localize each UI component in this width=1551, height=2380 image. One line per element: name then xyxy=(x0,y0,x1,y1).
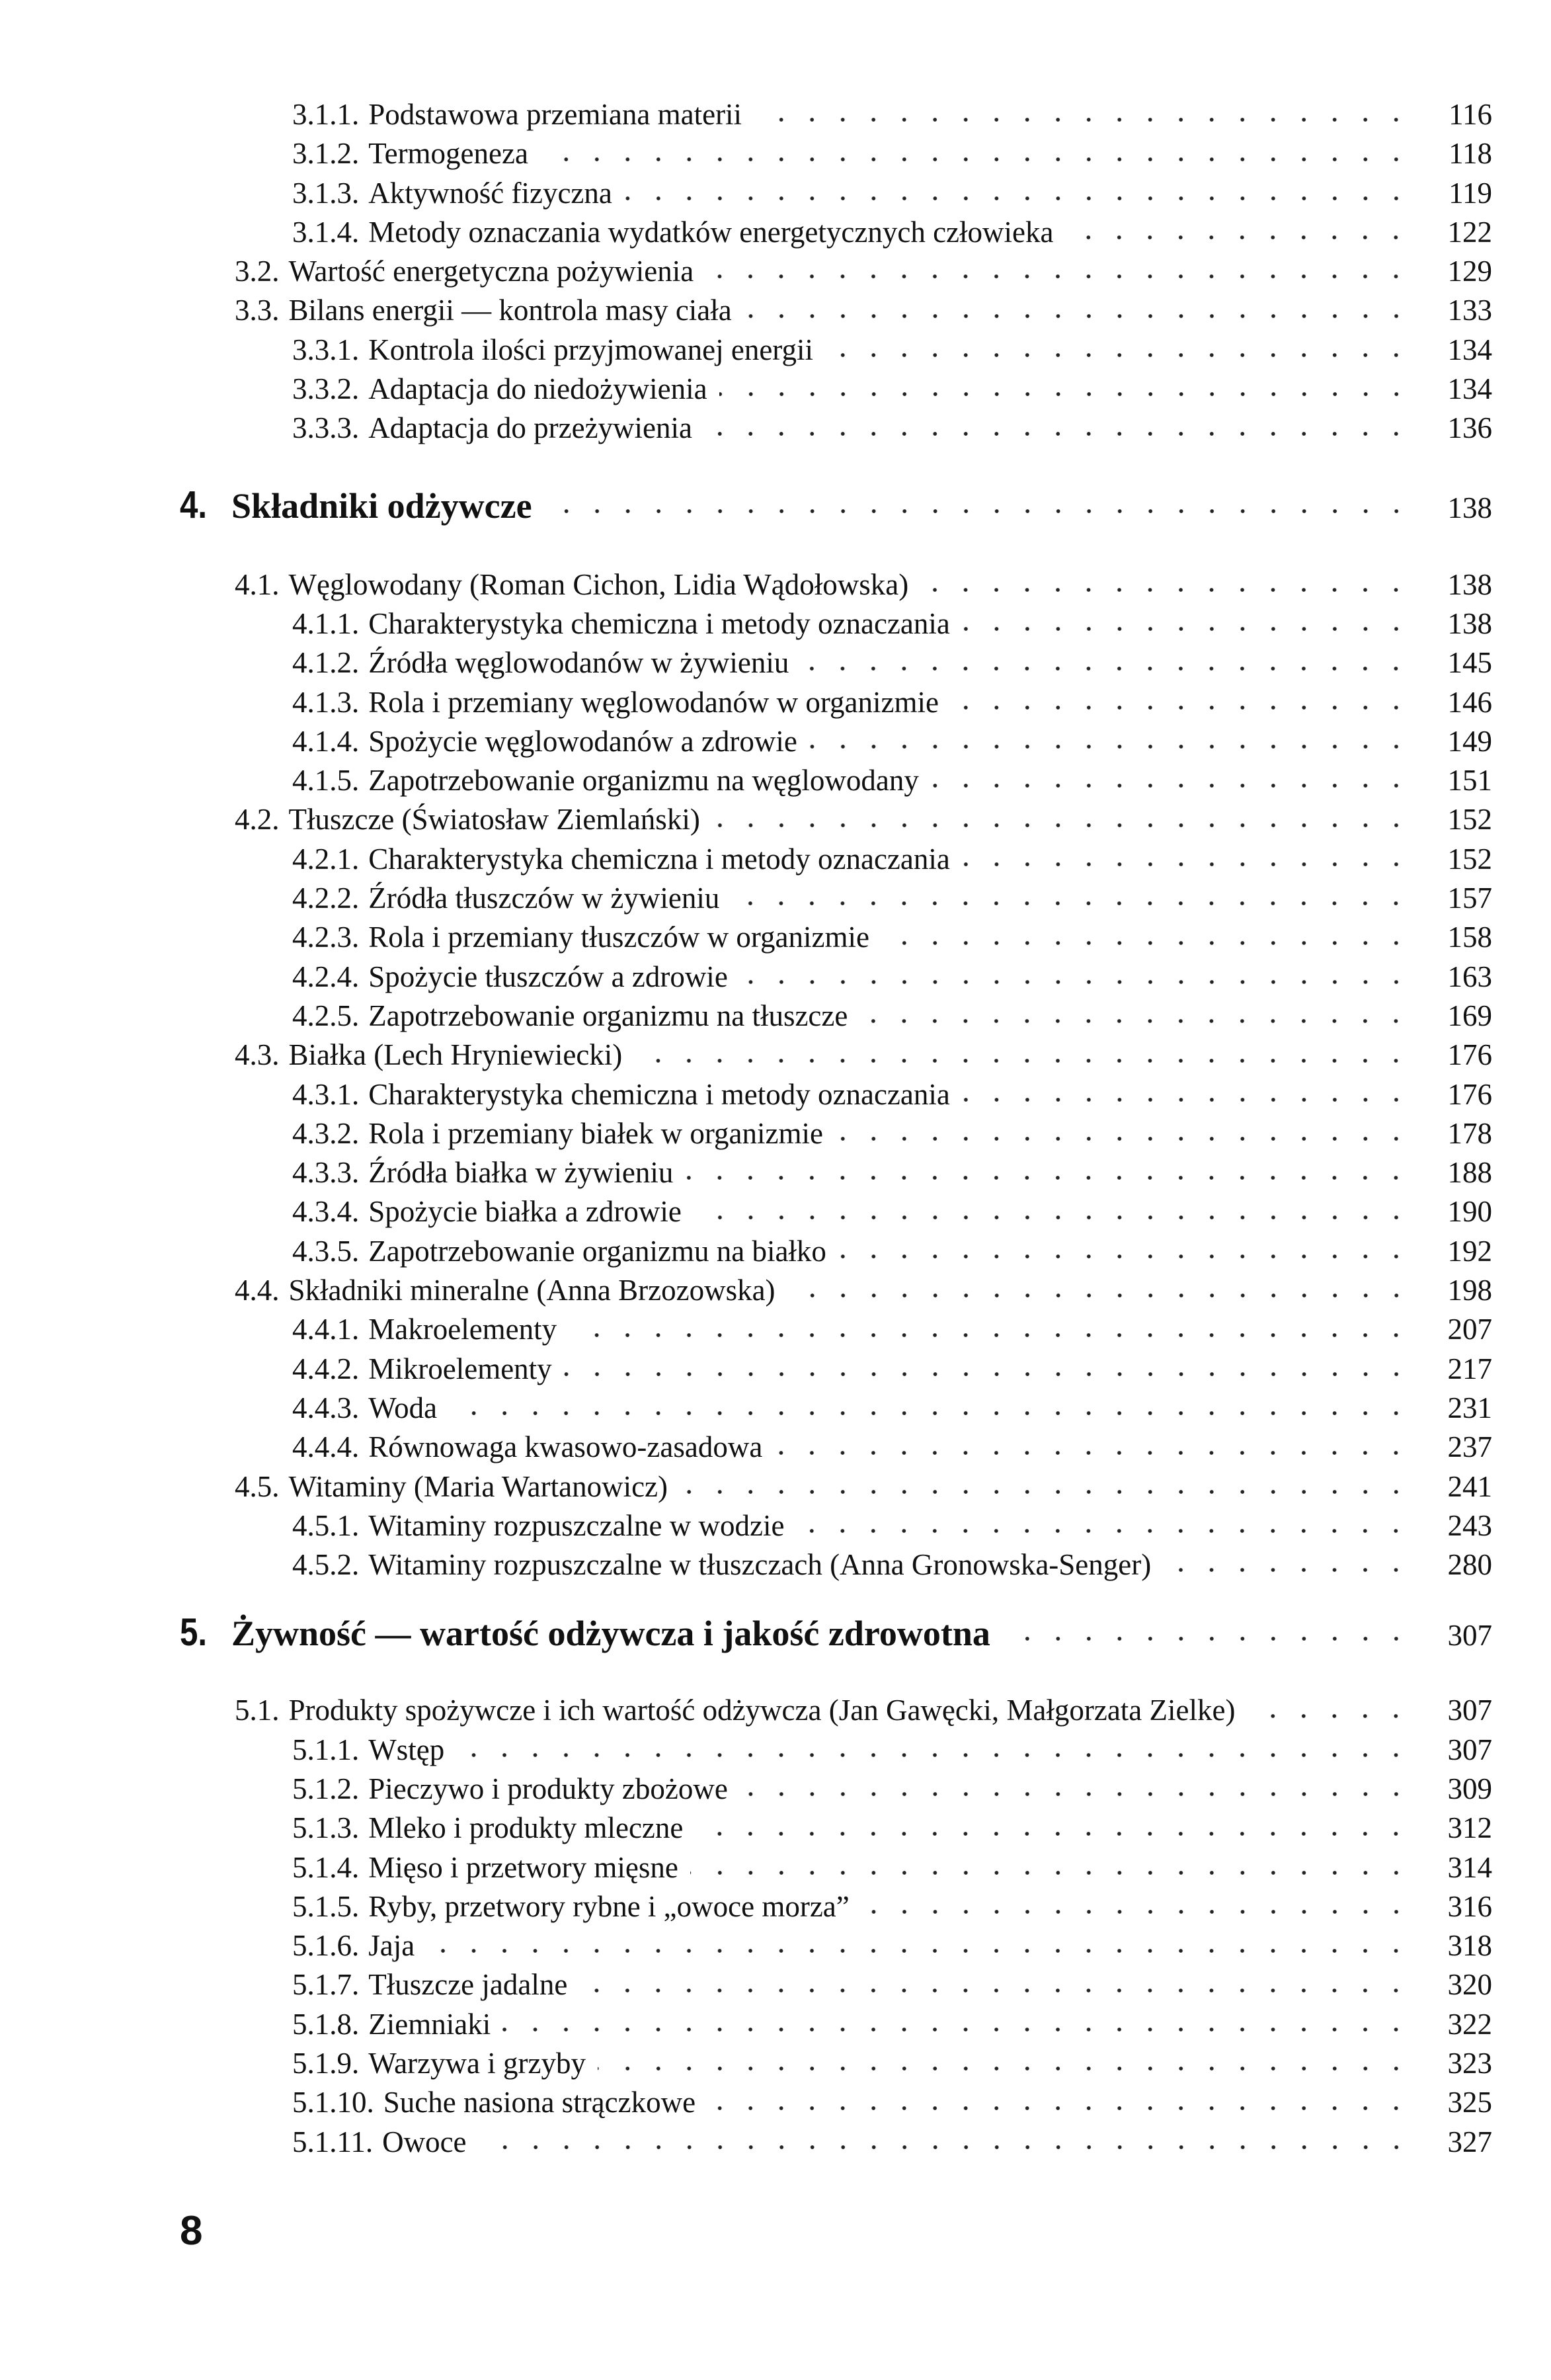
entry-number: 5.1.9. xyxy=(292,2047,360,2080)
entry-title: Wartość energetyczna pożywienia xyxy=(288,255,694,288)
toc-chapter-entry xyxy=(0,485,1551,526)
entry-page: 138 xyxy=(1447,491,1492,524)
toc-subsection-entry xyxy=(0,879,1551,918)
dot-leader xyxy=(598,2065,1412,2072)
entry-number: 4.2.1. xyxy=(292,842,360,876)
dot-leader xyxy=(690,1869,1412,1877)
entry-page: 178 xyxy=(1447,1116,1492,1150)
toc-subsection-entry xyxy=(0,1770,1551,1809)
entry-number: 5.1.6. xyxy=(292,1929,360,1963)
dot-leader xyxy=(1002,1635,1412,1643)
entry-page: 136 xyxy=(1447,411,1492,445)
entry-title: Makroelementy xyxy=(368,1313,557,1346)
entry-number: 4.3. xyxy=(235,1038,280,1072)
entry-number: 4.4.1. xyxy=(292,1313,360,1346)
entry-page: 190 xyxy=(1447,1195,1492,1229)
toc-section-entry xyxy=(0,565,1551,604)
entry-page: 318 xyxy=(1447,1929,1492,1963)
entry-number: 5.1.4. xyxy=(292,1850,360,1884)
entry-number: 3.3.1. xyxy=(292,333,360,366)
entry-page: 192 xyxy=(1447,1234,1492,1268)
dot-leader xyxy=(740,1790,1412,1798)
toc-subsection-entry xyxy=(0,174,1551,213)
entry-title: Mleko i produkty mleczne xyxy=(368,1811,684,1845)
entry-title: Termogeneza xyxy=(368,137,528,171)
entry-title: Witaminy rozpuszczalne w wodzie xyxy=(368,1508,785,1542)
toc-chapter-entry xyxy=(0,1612,1551,1653)
entry-title: Składniki mineralne (Anna Brzozowska) xyxy=(288,1274,776,1307)
entry-number: 4.2.2. xyxy=(292,882,360,915)
toc-subsection-entry xyxy=(0,918,1551,957)
toc-subsection-entry xyxy=(0,95,1551,134)
entry-title: Podstawowa przemiana materii xyxy=(368,98,742,131)
entry-page: 122 xyxy=(1447,215,1492,249)
dot-leader xyxy=(861,1908,1412,1916)
dot-leader xyxy=(479,2143,1412,2151)
entry-number: 4.3.1. xyxy=(292,1077,360,1111)
entry-page: 138 xyxy=(1447,606,1492,640)
entry-title: Adaptacja do niedożywienia xyxy=(368,372,707,406)
entry-number: 3.1.3. xyxy=(292,176,360,210)
entry-title: Owoce xyxy=(382,2125,467,2158)
entry-page: 116 xyxy=(1449,98,1492,131)
dot-leader xyxy=(502,2026,1412,2033)
entry-page: 307 xyxy=(1447,1619,1492,1653)
toc-subsection-entry xyxy=(0,643,1551,682)
entry-number: 5.1. xyxy=(235,1694,280,1727)
entry-title: Zapotrzebowanie organizmu na tłuszcze xyxy=(368,999,848,1032)
entry-page: 151 xyxy=(1447,764,1492,798)
entry-number: 5.1.1. xyxy=(292,1733,360,1766)
entry-number: 3.3.2. xyxy=(292,372,360,406)
entry-page: 134 xyxy=(1447,333,1492,366)
dot-leader xyxy=(694,1213,1412,1221)
entry-page: 231 xyxy=(1447,1391,1492,1424)
toc-subsection-entry xyxy=(0,1114,1551,1153)
entry-title: Rola i przemiany tłuszczów w organizmie xyxy=(368,921,869,954)
entry-title: Woda xyxy=(368,1391,438,1424)
toc-subsection-entry xyxy=(0,1153,1551,1192)
toc-subsection-entry xyxy=(0,134,1551,173)
entry-number: 4.2.5. xyxy=(292,999,360,1032)
dot-leader xyxy=(787,1292,1412,1299)
entry-page: 243 xyxy=(1447,1508,1492,1542)
dot-leader xyxy=(712,821,1412,829)
dot-leader xyxy=(426,1947,1412,1955)
entry-title: Charakterystyka chemiczna i metody oznaczania xyxy=(368,606,950,640)
entry-number: 5. xyxy=(180,1611,208,1655)
entry-page: 322 xyxy=(1447,2007,1492,2041)
entry-number: 3.1.2. xyxy=(292,137,360,171)
toc-subsection-entry xyxy=(0,1232,1551,1271)
dot-leader xyxy=(744,312,1412,320)
dot-leader xyxy=(809,743,1412,751)
entry-page: 323 xyxy=(1447,2047,1492,2080)
entry-page: 152 xyxy=(1447,842,1492,876)
toc-section-entry xyxy=(0,1036,1551,1075)
dot-leader xyxy=(579,1987,1412,1994)
entry-number: 4.2. xyxy=(235,803,280,837)
dot-leader xyxy=(962,1096,1412,1104)
toc-subsection-entry xyxy=(0,840,1551,879)
toc-section-entry xyxy=(0,291,1551,330)
entry-number: 3.1.4. xyxy=(292,215,360,249)
dot-leader xyxy=(838,1252,1412,1260)
entry-number: 4.1.5. xyxy=(292,764,360,798)
entry-page: 207 xyxy=(1447,1313,1492,1346)
entry-number: 4.5.2. xyxy=(292,1548,360,1582)
toc-subsection-entry xyxy=(0,1965,1551,2004)
toc-section-entry xyxy=(0,1271,1551,1310)
entry-page: 176 xyxy=(1447,1077,1492,1111)
toc-subsection-entry xyxy=(0,1428,1551,1467)
entry-title: Żywność — wartość odżywcza i jakość zdrowotna xyxy=(231,1614,990,1654)
entry-title: Mikroelementy xyxy=(368,1352,552,1385)
toc-subsection-entry xyxy=(0,409,1551,448)
entry-title: Rola i przemiany białek w organizmie xyxy=(368,1116,823,1150)
dot-leader xyxy=(705,272,1412,280)
dot-leader xyxy=(774,1449,1412,1457)
entry-number: 4.1.3. xyxy=(292,685,360,719)
toc-subsection-entry xyxy=(0,2005,1551,2044)
dot-leader xyxy=(951,704,1412,712)
dot-leader xyxy=(835,1135,1412,1143)
entry-page: 129 xyxy=(1447,255,1492,288)
entry-title: Mięso i przetwory mięsne xyxy=(368,1850,678,1884)
toc-subsection-entry xyxy=(0,1350,1551,1389)
entry-page: 133 xyxy=(1447,294,1492,327)
entry-page: 325 xyxy=(1447,2086,1492,2119)
toc-subsection-entry xyxy=(0,2083,1551,2122)
toc-section-entry xyxy=(0,1691,1551,1730)
entry-title: Pieczywo i produkty zbożowe xyxy=(368,1772,728,1805)
table-of-contents xyxy=(0,95,1551,2162)
entry-page: 237 xyxy=(1447,1430,1492,1464)
entry-number: 4.3.5. xyxy=(292,1234,360,1268)
entry-page: 188 xyxy=(1447,1156,1492,1190)
entry-title: Zapotrzebowanie organizmu na węglowodany xyxy=(368,764,919,798)
entry-number: 4.2.4. xyxy=(292,960,360,993)
entry-page: 309 xyxy=(1447,1772,1492,1805)
entry-number: 4.5. xyxy=(235,1469,280,1503)
entry-number: 4.3.3. xyxy=(292,1156,360,1190)
dot-leader xyxy=(544,507,1412,515)
entry-page: 119 xyxy=(1449,176,1492,210)
entry-page: 176 xyxy=(1447,1038,1492,1072)
entry-title: Adaptacja do przeżywienia xyxy=(368,411,692,445)
toc-subsection-entry xyxy=(0,1545,1551,1584)
toc-subsection-entry xyxy=(0,2044,1551,2083)
entry-title: Źródła białka w żywieniu xyxy=(368,1156,674,1190)
toc-subsection-entry xyxy=(0,958,1551,997)
entry-title: Metody oznaczania wydatków energetycznych człowieka xyxy=(368,215,1054,249)
toc-subsection-entry xyxy=(0,683,1551,722)
dot-leader xyxy=(1065,233,1412,241)
entry-page: 118 xyxy=(1449,137,1492,171)
entry-number: 4.1.4. xyxy=(292,724,360,758)
toc-section-entry xyxy=(0,800,1551,839)
entry-page: 320 xyxy=(1447,1968,1492,2002)
entry-number: 4.1. xyxy=(235,567,280,601)
entry-page: 198 xyxy=(1447,1274,1492,1307)
entry-page: 327 xyxy=(1447,2125,1492,2158)
entry-page: 241 xyxy=(1447,1469,1492,1503)
entry-number: 5.1.5. xyxy=(292,1889,360,1923)
dot-leader xyxy=(704,430,1412,438)
entry-title: Witaminy (Maria Wartanowicz) xyxy=(288,1469,668,1503)
toc-subsection-entry xyxy=(0,2123,1551,2162)
entry-number: 4.4.4. xyxy=(292,1430,360,1464)
toc-subsection-entry xyxy=(0,997,1551,1036)
dot-leader xyxy=(801,665,1412,673)
entry-page: 145 xyxy=(1447,646,1492,680)
entry-page: 314 xyxy=(1447,1850,1492,1884)
toc-subsection-entry xyxy=(0,331,1551,370)
toc-subsection-entry xyxy=(0,370,1551,409)
dot-leader xyxy=(731,899,1412,907)
entry-number: 3.3. xyxy=(235,294,280,327)
entry-page: 149 xyxy=(1447,724,1492,758)
dot-leader xyxy=(740,978,1412,986)
entry-number: 4.4. xyxy=(235,1274,280,1307)
entry-title: Tłuszcze jadalne xyxy=(368,1968,568,2002)
dot-leader xyxy=(881,939,1412,947)
dot-leader xyxy=(859,1017,1412,1025)
dot-leader xyxy=(634,1057,1412,1065)
page-number: 8 xyxy=(180,2208,203,2254)
entry-title: Źródła węglowodanów w żywieniu xyxy=(368,646,789,680)
dot-leader xyxy=(564,1370,1412,1378)
entry-title: Witaminy rozpuszczalne w tłuszczach (Anna Gronowska-Senger) xyxy=(368,1548,1152,1582)
entry-page: 312 xyxy=(1447,1811,1492,1845)
dot-leader xyxy=(540,155,1412,163)
toc-subsection-entry xyxy=(0,1075,1551,1114)
toc-subsection-entry xyxy=(0,1389,1551,1428)
entry-number: 4.1.2. xyxy=(292,646,360,680)
dot-leader xyxy=(962,625,1412,633)
toc-section-entry xyxy=(0,252,1551,291)
dot-leader xyxy=(449,1409,1412,1417)
entry-title: Bilans energii — kontrola masy ciała xyxy=(288,294,732,327)
entry-title: Charakterystyka chemiczna i metody oznaczania xyxy=(368,1077,950,1111)
entry-title: Węglowodany (Roman Cichon, Lidia Wądołowska) xyxy=(288,567,909,601)
dot-leader xyxy=(1247,1712,1412,1720)
entry-title: Spożycie węglowodanów a zdrowie xyxy=(368,724,797,758)
toc-subsection-entry xyxy=(0,1848,1551,1887)
dot-leader xyxy=(695,1830,1412,1838)
dot-leader xyxy=(754,116,1412,124)
entry-number: 3.2. xyxy=(235,255,280,288)
toc-subsection-entry xyxy=(0,604,1551,643)
entry-title: Kontrola ilości przyjmowanej energii xyxy=(368,333,813,366)
entry-number: 5.1.2. xyxy=(292,1772,360,1805)
entry-page: 163 xyxy=(1447,960,1492,993)
entry-title: Produkty spożywcze i ich wartość odżywcza (Jan Gawęcki, Małgorzata Zielke) xyxy=(288,1694,1236,1727)
dot-leader xyxy=(962,860,1412,868)
entry-page: 152 xyxy=(1447,803,1492,837)
dot-leader xyxy=(680,1488,1412,1496)
entry-number: 4.3.4. xyxy=(292,1195,360,1229)
toc-section-entry xyxy=(0,1467,1551,1506)
entry-page: 169 xyxy=(1447,999,1492,1032)
toc-subsection-entry xyxy=(0,1192,1551,1231)
entry-title: Źródła tłuszczów w żywieniu xyxy=(368,882,720,915)
entry-title: Ryby, przetwory rybne i „owoce morza” xyxy=(368,1889,850,1923)
entry-title: Warzywa i grzyby xyxy=(368,2047,586,2080)
entry-title: Spożycie białka a zdrowie xyxy=(368,1195,682,1229)
dot-leader xyxy=(920,586,1412,594)
dot-leader xyxy=(707,2104,1412,2112)
entry-number: 5.1.8. xyxy=(292,2007,360,2041)
dot-leader xyxy=(685,1174,1412,1182)
toc-subsection-entry xyxy=(0,1506,1551,1545)
toc-subsection-entry xyxy=(0,1731,1551,1770)
entry-title: Składniki odżywcze xyxy=(231,485,532,526)
dot-leader xyxy=(569,1331,1412,1339)
entry-title: Białka (Lech Hryniewiecki) xyxy=(288,1038,623,1072)
entry-title: Charakterystyka chemiczna i metody oznaczania xyxy=(368,842,950,876)
entry-number: 4.1.1. xyxy=(292,606,360,640)
entry-title: Równowaga kwasowo-zasadowa xyxy=(368,1430,763,1464)
entry-title: Jaja xyxy=(368,1929,415,1963)
toc-subsection-entry xyxy=(0,1887,1551,1926)
toc-subsection-entry xyxy=(0,1310,1551,1349)
entry-page: 146 xyxy=(1447,685,1492,719)
entry-page: 307 xyxy=(1447,1733,1492,1766)
dot-leader xyxy=(825,351,1412,359)
dot-leader xyxy=(796,1527,1412,1535)
entry-number: 4.3.2. xyxy=(292,1116,360,1150)
entry-title: Ziemniaki xyxy=(368,2007,491,2041)
entry-number: 4.5.1. xyxy=(292,1508,360,1542)
entry-number: 4.4.3. xyxy=(292,1391,360,1424)
entry-title: Aktywność fizyczna xyxy=(368,176,612,210)
toc-subsection-entry xyxy=(0,1809,1551,1848)
dot-leader xyxy=(456,1751,1412,1759)
entry-number: 5.1.10. xyxy=(292,2086,374,2119)
entry-number: 3.3.3. xyxy=(292,411,360,445)
entry-page: 307 xyxy=(1447,1694,1492,1727)
entry-page: 217 xyxy=(1447,1352,1492,1385)
entry-page: 280 xyxy=(1447,1548,1492,1582)
entry-page: 316 xyxy=(1447,1889,1492,1923)
entry-page: 138 xyxy=(1447,567,1492,601)
toc-subsection-entry xyxy=(0,1926,1551,1965)
dot-leader xyxy=(931,782,1412,790)
entry-title: Tłuszcze (Światosław Ziemlański) xyxy=(288,803,700,837)
entry-number: 5.1.11. xyxy=(292,2125,374,2158)
dot-leader xyxy=(624,194,1412,202)
entry-number: 5.1.7. xyxy=(292,1968,360,2002)
entry-title: Suche nasiona strączkowe xyxy=(383,2086,696,2119)
toc-subsection-entry xyxy=(0,761,1551,800)
entry-title: Zapotrzebowanie organizmu na białko xyxy=(368,1234,826,1268)
entry-page: 134 xyxy=(1447,372,1492,406)
entry-page: 158 xyxy=(1447,921,1492,954)
entry-number: 4.4.2. xyxy=(292,1352,360,1385)
entry-title: Rola i przemiany węglowodanów w organizmie xyxy=(368,685,939,719)
entry-title: Spożycie tłuszczów a zdrowie xyxy=(368,960,728,993)
entry-title: Wstęp xyxy=(368,1733,445,1766)
entry-page: 157 xyxy=(1447,882,1492,915)
dot-leader xyxy=(1163,1566,1412,1574)
toc-subsection-entry xyxy=(0,213,1551,252)
dot-leader xyxy=(719,390,1412,398)
toc-subsection-entry xyxy=(0,722,1551,761)
entry-number: 4. xyxy=(180,483,208,526)
entry-number: 4.2.3. xyxy=(292,921,360,954)
entry-number: 3.1.1. xyxy=(292,98,360,131)
entry-number: 5.1.3. xyxy=(292,1811,360,1845)
